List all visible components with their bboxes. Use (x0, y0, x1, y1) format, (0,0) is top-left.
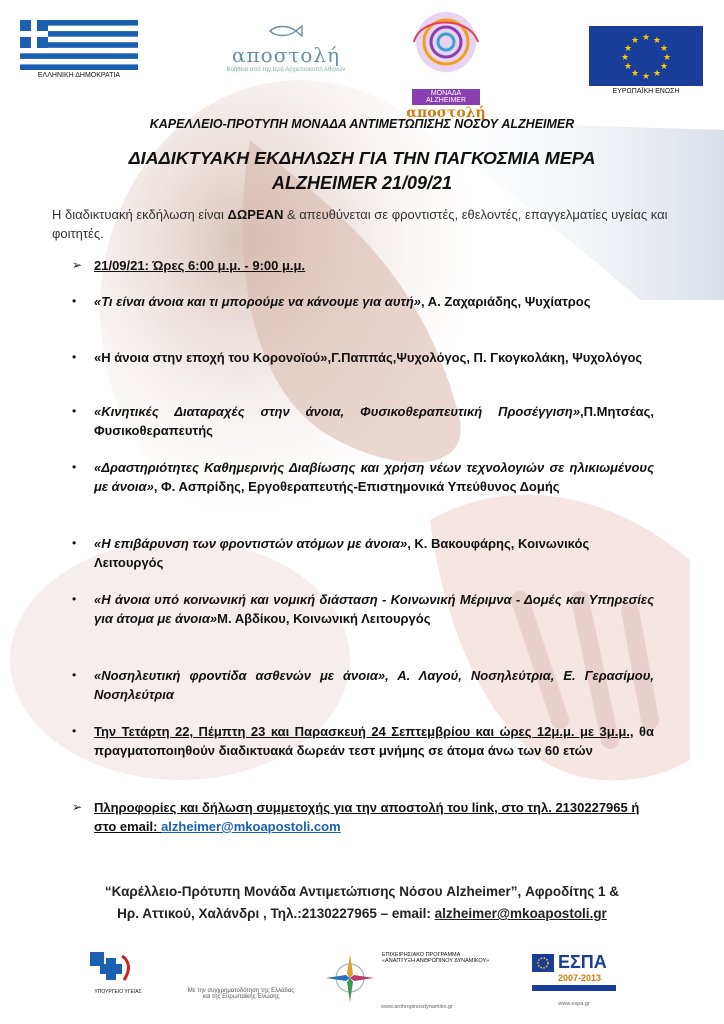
tree-icon (400, 6, 492, 84)
talk-speakers: ,Γ.Παππάς,Ψυχολόγος, Π. Γκογκολάκη, Ψυχολόγος (327, 350, 643, 365)
monada-logo-text: αποστολή (406, 105, 486, 121)
monada-caption: ΜΟΝΑΔΑ ALZHEIMER (412, 89, 480, 105)
apostoli-logo (226, 24, 346, 84)
footer-line1: “Καρέλλειο-Πρότυπη Μονάδα Αντιμετώπισης Νόσου Alzheimer”, Αφροδίτης 1 & (104, 884, 620, 899)
info-text (94, 798, 654, 836)
footer-line2-text: Ηρ. Αττικού, Χαλάνδρι , Τηλ.:2130227965 – email: (117, 906, 435, 921)
fish-icon (266, 24, 306, 38)
svg-text:★: ★ (623, 44, 633, 54)
talk-speakers: , Α. Λαγού, Νοσηλεύτρια, Ε. Γερασίμου, Νοσηλεύτρια (94, 668, 654, 702)
talk-text (94, 348, 654, 367)
talk-title: «Κινητικές Διαταραχές στην άνοια, Φυσικοθεραπευτική Προσέγγιση» (94, 404, 581, 419)
espa-header (532, 952, 616, 973)
talk-text (94, 458, 654, 496)
bullet-icon: • (72, 404, 77, 418)
bullet-icon: • (72, 724, 77, 738)
espa-bar (532, 985, 616, 991)
svg-text:★: ★ (630, 36, 640, 46)
arrow-bullet-icon: ➢ (72, 258, 83, 272)
arrow-bullet-icon: ➢ (72, 800, 83, 814)
talk-text (94, 402, 654, 440)
eu-stars-icon (532, 954, 554, 972)
ministry-health-icon (88, 950, 136, 984)
event-title-line2: ALZHEIMER 21/09/21 (271, 173, 453, 193)
talk-text (94, 534, 654, 572)
svg-text:★: ★ (620, 53, 630, 63)
svg-text:★: ★ (659, 44, 669, 54)
event-title (40, 146, 684, 196)
talk-title: «Δραστηριότητες Καθημερινής Διαβίωσης και χρήση νέων τεχνολογιών σε ηλικιωμένους με άνοια» (94, 460, 654, 494)
bullet-icon: • (72, 536, 77, 550)
talk-text (94, 292, 654, 311)
ministry-caption: ΥΠΟΥΡΓΕΙΟ ΥΓΕΙΑΣ (94, 989, 142, 995)
talk-speakers: ,Π.Μητσέας, Φυσικοθεραπευτής (94, 404, 654, 438)
talk-title: «Η άνοια υπό κοινωνική και νομική διάσταση - Κοινωνική Μέριμνα - Δομές και Υπηρεσίες για άτομα με άνοια» (94, 592, 654, 626)
program-url: www.anthropinosdynamiko.gr (381, 1004, 453, 1010)
espa-years: 2007-2013 (558, 973, 602, 983)
footer-email-link[interactable]: alzheimer@mkoapostoli.gr (434, 906, 607, 921)
apostoli-tagline: Βοήθεια από την Ιερά Αρχιεπισκοπή Αθηνών (226, 67, 346, 73)
svg-text:★: ★ (630, 69, 640, 79)
memory-test-text (94, 722, 654, 760)
ministry-logo (88, 950, 148, 995)
talk-speakers: , Φ. Ασπρίδης, Εργοθεραπευτής-Επιστημονικά Υπεύθυνος Δομής (153, 479, 560, 494)
svg-text:★: ★ (641, 72, 651, 82)
info-body: Πληροφορίες και δήλωση συμμετοχής για την αποστολή του link, στο τηλ. 2130227965 ή στο email: (94, 800, 640, 834)
espa-url: www.espa.gr (558, 1001, 590, 1007)
svg-text:★: ★ (659, 62, 669, 72)
schedule-text: 21/09/21: Ώρες 6:00 μ.μ. - 9:00 μ.μ. (94, 258, 306, 273)
espa-title: ΕΣΠΑ (558, 952, 607, 972)
program-logo (322, 950, 382, 1004)
bullet-icon: • (72, 668, 77, 682)
cofund-caption: Με την συγχρηματοδότηση της Ελλάδας και της Ευρωπαϊκής Ένωσης (187, 988, 295, 1000)
svg-text:★: ★ (641, 33, 651, 43)
talk-speakers: , Α. Ζαχαριάδης, Ψυχίατρος (421, 294, 591, 309)
eu-flag-icon (589, 26, 703, 86)
intro-after: & απευθύνεται σε φροντιστές, εθελοντές, επαγγελματίες υγείας και φοιτητές. (52, 207, 668, 241)
memory-test-dates: Την Τετάρτη 22, Πέμπτη 23 και Παρασκευή 24 Σεπτεμβρίου και ώρες 12μ.μ. με 3μ.μ., (94, 724, 634, 739)
compass-icon (322, 950, 382, 1004)
greece-caption: ΕΛΛΗΝΙΚΗ ΔΗΜΟΚΡΑΤΙΑ (37, 72, 121, 79)
event-title-line1: ΔΙΑΔΙΚΤΥΑΚΗ ΕΚΔΗΛΩΣΗ ΓΙΑ ΤΗΝ ΠΑΓΚΟΣΜΙΑ ΜΕΡΑ (128, 148, 596, 168)
memory-test-rest: θα πραγματοποιηθούν διαδικτυακά δωρεάν τεστ μνήμης σε άτομα άνω των 60 ετών (94, 724, 654, 758)
svg-text:★: ★ (652, 69, 662, 79)
intro-free: ΔΩΡΕΑΝ (227, 207, 284, 222)
eu-caption: ΕΥΡΩΠΑΪΚΗ ΕΝΩΣΗ (612, 88, 680, 95)
talk-title: «Τι είναι άνοια και τι μπορούμε να κάνουμε για αυτή» (94, 294, 422, 309)
talk-title: «Η άνοια στην εποχή του Κορονοϊού» (94, 350, 328, 365)
svg-text:★: ★ (662, 53, 672, 63)
intro-text (52, 205, 672, 243)
svg-text:★: ★ (623, 62, 633, 72)
apostoli-logo-text: αποστολή (231, 43, 341, 67)
bullet-icon: • (72, 294, 77, 308)
bullet-icon: • (72, 460, 77, 474)
espa-logo (532, 952, 616, 1007)
talk-title: «Η επιβάρυνση των φροντιστών ατόμων με άνοια» (94, 536, 408, 551)
monada-alzheimer-logo (400, 6, 492, 121)
footer-line2 (40, 903, 684, 925)
program-caption: ΕΠΙΧΕΙΡΗΣΙΑΚΟ ΠΡΟΓΡΑΜΜΑ «ΑΝΑΠΤΥΞΗ ΑΝΘΡΩΠΙΝΟΥ ΔΥΝΑΜΙΚΟΥ» (382, 952, 490, 964)
talk-title: «Νοσηλευτική φροντίδα ασθενών με άνοια» (94, 668, 386, 683)
footer-address (40, 881, 684, 925)
talk-speakers: Μ. Αβδίκου, Κοινωνική Λειτουργός (217, 611, 431, 626)
bullet-icon: • (72, 592, 77, 606)
unit-name: ΚΑΡΕΛΛΕΙΟ-ΠΡΟΤΥΠΗ ΜΟΝΑΔΑ ΑΝΤΙΜΕΤΩΠΙΣΗΣ ΝΟΣΟΥ ALZHEIMER (149, 117, 575, 131)
greek-flag-icon (20, 20, 138, 70)
bullet-icon: • (72, 350, 77, 364)
intro-before: Η διαδικτυακή εκδήλωση είναι (52, 207, 228, 222)
talk-text (94, 666, 654, 704)
talk-text (94, 590, 654, 628)
talk-speakers: , Κ. Βακουφάρης, Κοινωνικός Λειτουργός (94, 536, 590, 570)
info-email-link[interactable]: alzheimer@mkoapostoli.com (161, 819, 341, 834)
svg-text:★: ★ (652, 36, 662, 46)
